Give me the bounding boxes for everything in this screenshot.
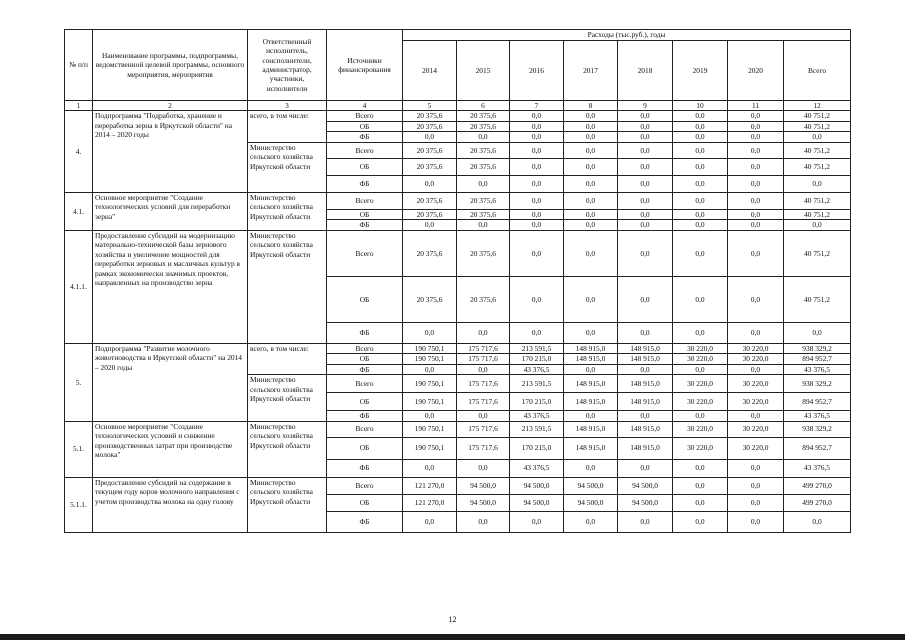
year-value: 0,0 — [673, 209, 728, 219]
scan-edge-bar — [0, 634, 905, 640]
year-value: 0,0 — [673, 494, 728, 511]
year-value: 30 220,0 — [673, 343, 728, 353]
year-value: 94 500,0 — [618, 494, 673, 511]
funding-source: ОБ — [327, 121, 403, 131]
header-name: Наименование программы, подпрограммы, ведомственной целевой программы, основного мероприятия, мероприятия — [93, 30, 248, 101]
year-value: 0,0 — [728, 411, 784, 421]
year-value: 0,0 — [618, 459, 673, 477]
year-value: 20 375,6 — [457, 230, 510, 276]
year-value: 94 500,0 — [457, 477, 510, 494]
year-value: 0,0 — [728, 158, 784, 175]
column-numbers-row — [65, 101, 851, 111]
program-name: Подпрограмма "Развитие молочного животноводства в Иркутской области" на 2014 – 2020 годы — [93, 343, 248, 421]
total-value: 43 376,5 — [784, 411, 851, 421]
year-value: 213 591,5 — [510, 421, 564, 437]
year-value: 148 915,0 — [618, 354, 673, 364]
year-value: 175 717,6 — [457, 375, 510, 393]
year-value: 190 750,1 — [403, 437, 457, 459]
column-number: 10 — [673, 101, 728, 111]
year-value: 0,0 — [510, 111, 564, 121]
year-value: 20 375,6 — [457, 142, 510, 158]
year-value: 30 220,0 — [673, 393, 728, 411]
funding-source: ОБ — [327, 354, 403, 364]
year-value: 170 215,0 — [510, 437, 564, 459]
year-value: 175 717,6 — [457, 354, 510, 364]
program-name: Основное мероприятие "Создание технологических условий и снижение производственных затрат при производстве молока" — [93, 421, 248, 477]
year-value: 0,0 — [510, 209, 564, 219]
year-value: 30 220,0 — [728, 421, 784, 437]
total-value: 894 952,7 — [784, 437, 851, 459]
responsible-executor: Министерство сельского хозяйства Иркутской области — [248, 142, 327, 192]
year-value: 0,0 — [728, 209, 784, 219]
year-value: 148 915,0 — [564, 343, 618, 353]
year-value: 148 915,0 — [564, 437, 618, 459]
year-value: 0,0 — [618, 111, 673, 121]
table-row — [65, 111, 851, 121]
year-value: 0,0 — [403, 322, 457, 343]
year-value: 0,0 — [728, 230, 784, 276]
header-year: 2014 — [403, 41, 457, 101]
funding-source: ФБ — [327, 175, 403, 192]
funding-source: Всего — [327, 421, 403, 437]
program-name: Предоставление субсидий на модернизацию материально-технической базы зернового хозяйства и увеличение мощностей для переработки зерновых и масличных культур в рамках экономически значимых проектов, направленных на производство зерна — [93, 230, 248, 343]
year-value: 0,0 — [457, 459, 510, 477]
year-value: 148 915,0 — [618, 343, 673, 353]
year-value: 0,0 — [673, 411, 728, 421]
header-year: 2020 — [728, 41, 784, 101]
year-value: 43 376,5 — [510, 459, 564, 477]
year-value: 0,0 — [510, 142, 564, 158]
year-value: 175 717,6 — [457, 421, 510, 437]
total-value: 43 376,5 — [784, 459, 851, 477]
year-value: 0,0 — [403, 411, 457, 421]
header-year: 2015 — [457, 41, 510, 101]
row-number: 5. — [65, 343, 93, 421]
total-value: 938 329,2 — [784, 421, 851, 437]
year-value: 0,0 — [403, 132, 457, 142]
row-number: 5.1.1. — [65, 477, 93, 532]
year-value: 30 220,0 — [728, 393, 784, 411]
column-number: 9 — [618, 101, 673, 111]
year-value: 0,0 — [618, 220, 673, 230]
year-value: 190 750,1 — [403, 343, 457, 353]
funding-source: ФБ — [327, 411, 403, 421]
responsible-executor: Министерство сельского хозяйства Иркутской области — [248, 375, 327, 421]
year-value: 0,0 — [673, 322, 728, 343]
year-value: 20 375,6 — [457, 209, 510, 219]
responsible-executor: Министерство сельского хозяйства Иркутской области — [248, 477, 327, 532]
year-value: 0,0 — [510, 220, 564, 230]
year-value: 0,0 — [564, 132, 618, 142]
year-value: 0,0 — [728, 494, 784, 511]
year-value: 0,0 — [673, 364, 728, 374]
year-value: 20 375,6 — [457, 276, 510, 322]
year-value: 213 591,5 — [510, 375, 564, 393]
budget-table — [64, 29, 851, 533]
funding-source: Всего — [327, 230, 403, 276]
year-value: 0,0 — [564, 322, 618, 343]
total-value: 0,0 — [784, 511, 851, 532]
table-row — [65, 477, 851, 494]
table-row — [65, 230, 851, 276]
year-value: 0,0 — [673, 158, 728, 175]
program-name: Подпрограмма "Подработка, хранение и переработка зерна в Иркутской области" на 2014 – 2020 годы — [93, 111, 248, 192]
year-value: 0,0 — [673, 192, 728, 209]
year-value: 0,0 — [403, 459, 457, 477]
year-value: 20 375,6 — [403, 230, 457, 276]
year-value: 148 915,0 — [618, 421, 673, 437]
year-value: 94 500,0 — [457, 494, 510, 511]
year-value: 0,0 — [403, 364, 457, 374]
column-number: 3 — [248, 101, 327, 111]
year-value: 213 591,5 — [510, 343, 564, 353]
year-value: 0,0 — [618, 121, 673, 131]
total-value: 938 329,2 — [784, 343, 851, 353]
year-value: 20 375,6 — [403, 192, 457, 209]
total-value: 40 751,2 — [784, 142, 851, 158]
total-value: 894 952,7 — [784, 393, 851, 411]
year-value: 0,0 — [673, 121, 728, 131]
year-value: 148 915,0 — [564, 421, 618, 437]
year-value: 20 375,6 — [457, 158, 510, 175]
year-value: 0,0 — [728, 511, 784, 532]
row-number: 4. — [65, 111, 93, 192]
table-row — [65, 343, 851, 353]
responsible-executor: Министерство сельского хозяйства Иркутской области — [248, 192, 327, 230]
total-value: 894 952,7 — [784, 354, 851, 364]
year-value: 0,0 — [618, 132, 673, 142]
column-number: 8 — [564, 101, 618, 111]
total-value: 40 751,2 — [784, 276, 851, 322]
year-value: 0,0 — [673, 142, 728, 158]
column-number: 1 — [65, 101, 93, 111]
year-value: 0,0 — [457, 511, 510, 532]
year-value: 175 717,6 — [457, 343, 510, 353]
year-value: 0,0 — [728, 322, 784, 343]
year-value: 30 220,0 — [728, 437, 784, 459]
total-value: 0,0 — [784, 132, 851, 142]
year-value: 121 270,0 — [403, 477, 457, 494]
year-value: 20 375,6 — [403, 276, 457, 322]
funding-source: ОБ — [327, 494, 403, 511]
year-value: 190 750,1 — [403, 421, 457, 437]
year-value: 30 220,0 — [673, 354, 728, 364]
year-value: 0,0 — [673, 230, 728, 276]
year-value: 0,0 — [618, 142, 673, 158]
year-value: 0,0 — [728, 220, 784, 230]
year-value: 0,0 — [564, 209, 618, 219]
year-value: 190 750,1 — [403, 354, 457, 364]
year-value: 30 220,0 — [673, 421, 728, 437]
year-value: 0,0 — [728, 142, 784, 158]
column-number: 12 — [784, 101, 851, 111]
year-value: 0,0 — [728, 276, 784, 322]
year-value: 43 376,5 — [510, 411, 564, 421]
total-value: 0,0 — [784, 220, 851, 230]
year-value: 30 220,0 — [728, 375, 784, 393]
year-value: 0,0 — [510, 276, 564, 322]
year-value: 148 915,0 — [618, 375, 673, 393]
year-value: 0,0 — [403, 175, 457, 192]
funding-source: Всего — [327, 111, 403, 121]
year-value: 0,0 — [673, 477, 728, 494]
year-value: 0,0 — [403, 511, 457, 532]
header-source: Источники финансирования — [327, 30, 403, 101]
row-number: 4.1. — [65, 192, 93, 230]
total-value: 40 751,2 — [784, 121, 851, 131]
funding-source: ФБ — [327, 322, 403, 343]
year-value: 0,0 — [618, 158, 673, 175]
year-value: 20 375,6 — [403, 111, 457, 121]
column-number: 2 — [93, 101, 248, 111]
year-value: 190 750,1 — [403, 393, 457, 411]
year-value: 0,0 — [673, 111, 728, 121]
year-value: 20 375,6 — [457, 111, 510, 121]
funding-source: ОБ — [327, 437, 403, 459]
year-value: 0,0 — [510, 322, 564, 343]
year-value: 0,0 — [457, 322, 510, 343]
year-value: 175 717,6 — [457, 393, 510, 411]
total-value: 40 751,2 — [784, 111, 851, 121]
total-value: 499 270,0 — [784, 494, 851, 511]
column-number: 7 — [510, 101, 564, 111]
year-value: 170 215,0 — [510, 393, 564, 411]
year-value: 0,0 — [564, 511, 618, 532]
year-value: 30 220,0 — [728, 343, 784, 353]
total-value: 43 376,5 — [784, 364, 851, 374]
header-num: № п/п — [65, 30, 93, 101]
year-value: 0,0 — [728, 192, 784, 209]
funding-source: ОБ — [327, 209, 403, 219]
responsible-executor: Министерство сельского хозяйства Иркутской области — [248, 421, 327, 477]
funding-source: ОБ — [327, 393, 403, 411]
year-value: 0,0 — [618, 276, 673, 322]
year-value: 121 270,0 — [403, 494, 457, 511]
funding-source: ФБ — [327, 220, 403, 230]
header-year: 2016 — [510, 41, 564, 101]
funding-source: ФБ — [327, 364, 403, 374]
year-value: 20 375,6 — [403, 209, 457, 219]
year-value: 148 915,0 — [618, 393, 673, 411]
year-value: 0,0 — [564, 142, 618, 158]
year-value: 0,0 — [510, 230, 564, 276]
year-value: 0,0 — [673, 220, 728, 230]
year-value: 0,0 — [673, 276, 728, 322]
year-value: 0,0 — [564, 192, 618, 209]
total-value: 40 751,2 — [784, 209, 851, 219]
year-value: 0,0 — [728, 477, 784, 494]
funding-source: ФБ — [327, 459, 403, 477]
year-value: 0,0 — [673, 132, 728, 142]
year-value: 0,0 — [564, 175, 618, 192]
year-value: 20 375,6 — [403, 121, 457, 131]
year-value: 0,0 — [457, 132, 510, 142]
year-value: 170 215,0 — [510, 354, 564, 364]
year-value: 0,0 — [510, 132, 564, 142]
year-value: 0,0 — [564, 230, 618, 276]
year-value: 190 750,1 — [403, 375, 457, 393]
year-value: 0,0 — [564, 411, 618, 421]
program-name: Предоставление субсидий на содержание в текущем году коров молочного направления с учетом производства молока на одну голову — [93, 477, 248, 532]
funding-source: Всего — [327, 142, 403, 158]
year-value: 20 375,6 — [403, 142, 457, 158]
year-value: 0,0 — [564, 364, 618, 374]
column-number: 5 — [403, 101, 457, 111]
funding-source: ОБ — [327, 276, 403, 322]
year-value: 0,0 — [564, 459, 618, 477]
year-value: 0,0 — [728, 111, 784, 121]
year-value: 30 220,0 — [673, 437, 728, 459]
total-value: 938 329,2 — [784, 375, 851, 393]
year-value: 94 500,0 — [564, 494, 618, 511]
header-expenses: Расходы (тыс.руб.), годы — [403, 30, 851, 41]
year-value: 0,0 — [618, 192, 673, 209]
funding-source: Всего — [327, 343, 403, 353]
year-value: 0,0 — [564, 121, 618, 131]
responsible-executor: всего, в том числе: — [248, 343, 327, 374]
year-value: 0,0 — [457, 364, 510, 374]
year-value: 0,0 — [728, 459, 784, 477]
total-value: 40 751,2 — [784, 230, 851, 276]
funding-source: ОБ — [327, 158, 403, 175]
year-value: 0,0 — [618, 364, 673, 374]
year-value: 148 915,0 — [564, 354, 618, 364]
table-row — [65, 192, 851, 209]
year-value: 0,0 — [564, 111, 618, 121]
year-value: 0,0 — [564, 220, 618, 230]
year-value: 30 220,0 — [673, 375, 728, 393]
header-total: Всего — [784, 41, 851, 101]
funding-source: Всего — [327, 375, 403, 393]
year-value: 43 376,5 — [510, 364, 564, 374]
total-value: 0,0 — [784, 175, 851, 192]
year-value: 0,0 — [673, 175, 728, 192]
year-value: 20 375,6 — [457, 192, 510, 209]
year-value: 0,0 — [457, 411, 510, 421]
column-number: 11 — [728, 101, 784, 111]
year-value: 94 500,0 — [618, 477, 673, 494]
year-value: 0,0 — [564, 276, 618, 322]
year-value: 0,0 — [510, 511, 564, 532]
program-name: Основное мероприятие "Создание технологических условий для переработки зерна" — [93, 192, 248, 230]
year-value: 0,0 — [618, 411, 673, 421]
year-value: 0,0 — [618, 230, 673, 276]
year-value: 20 375,6 — [403, 158, 457, 175]
year-value: 20 375,6 — [457, 121, 510, 131]
year-value: 0,0 — [457, 220, 510, 230]
row-number: 4.1.1. — [65, 230, 93, 343]
year-value: 0,0 — [618, 175, 673, 192]
year-value: 148 915,0 — [618, 437, 673, 459]
funding-source: Всего — [327, 477, 403, 494]
funding-source: ФБ — [327, 132, 403, 142]
year-value: 0,0 — [618, 511, 673, 532]
year-value: 0,0 — [673, 459, 728, 477]
year-value: 0,0 — [618, 322, 673, 343]
year-value: 0,0 — [728, 364, 784, 374]
row-number: 5.1. — [65, 421, 93, 477]
column-number: 6 — [457, 101, 510, 111]
table-row — [65, 421, 851, 437]
total-value: 499 270,0 — [784, 477, 851, 494]
header-responsible: Ответственный исполнитель, соисполнители, администратор, участники, исполнители — [248, 30, 327, 101]
header-year: 2019 — [673, 41, 728, 101]
total-value: 0,0 — [784, 322, 851, 343]
year-value: 0,0 — [673, 511, 728, 532]
year-value: 0,0 — [403, 220, 457, 230]
year-value: 0,0 — [728, 132, 784, 142]
header-year: 2018 — [618, 41, 673, 101]
column-number: 4 — [327, 101, 403, 111]
year-value: 0,0 — [510, 121, 564, 131]
year-value: 175 717,6 — [457, 437, 510, 459]
responsible-executor: Министерство сельского хозяйства Иркутской области — [248, 230, 327, 343]
year-value: 94 500,0 — [510, 494, 564, 511]
year-value: 0,0 — [510, 175, 564, 192]
responsible-executor: всего, в том числе: — [248, 111, 327, 142]
total-value: 40 751,2 — [784, 192, 851, 209]
year-value: 94 500,0 — [564, 477, 618, 494]
funding-source: Всего — [327, 192, 403, 209]
funding-source: ФБ — [327, 511, 403, 532]
year-value: 148 915,0 — [564, 393, 618, 411]
year-value: 148 915,0 — [564, 375, 618, 393]
year-value: 0,0 — [510, 158, 564, 175]
header-year: 2017 — [564, 41, 618, 101]
year-value: 94 500,0 — [510, 477, 564, 494]
year-value: 0,0 — [457, 175, 510, 192]
page-number: 12 — [448, 615, 457, 624]
year-value: 0,0 — [728, 121, 784, 131]
total-value: 40 751,2 — [784, 158, 851, 175]
year-value: 0,0 — [564, 158, 618, 175]
year-value: 0,0 — [618, 209, 673, 219]
year-value: 0,0 — [510, 192, 564, 209]
year-value: 0,0 — [728, 175, 784, 192]
year-value: 30 220,0 — [728, 354, 784, 364]
